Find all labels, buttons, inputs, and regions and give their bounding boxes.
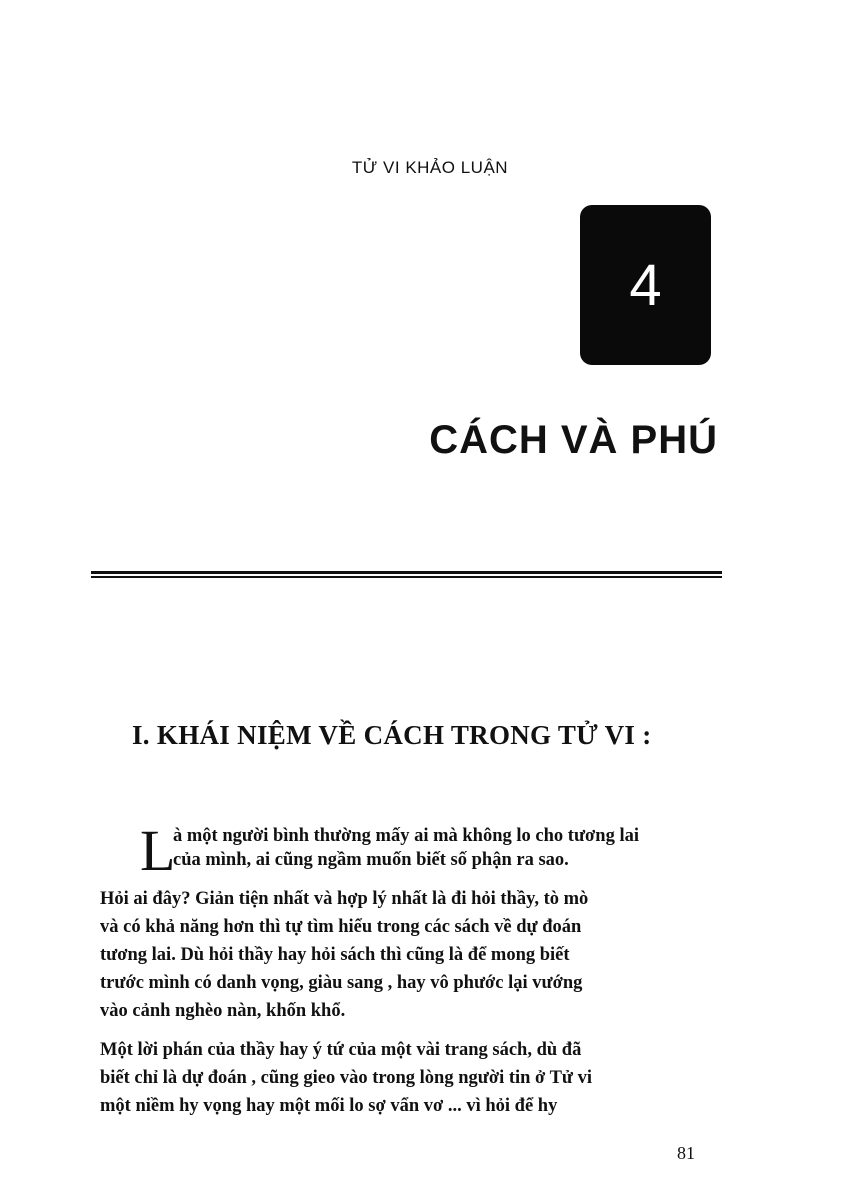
body-line: của mình, ai cũng ngầm muốn biết số phận ra sao. <box>173 850 569 870</box>
divider-rule-thick <box>91 571 722 574</box>
chapter-number: 4 <box>629 252 662 318</box>
section-heading: I. KHÁI NIỆM VỀ CÁCH TRONG TỬ VI : <box>132 720 652 750</box>
drop-cap: L <box>140 818 176 883</box>
body-line: biết chỉ là dự đoán , cũng gieo vào trong lòng người tin ở Tử vi <box>100 1068 593 1088</box>
body-line: Một lời phán của thầy hay ý tứ của một vài trang sách, dù đã <box>100 1040 582 1060</box>
running-head: TỬ VI KHẢO LUẬN <box>351 158 509 177</box>
chapter-number-box <box>580 205 711 365</box>
body-line: một niềm hy vọng hay một mối lo sợ vẩn vơ ... vì hỏi để hy <box>100 1096 558 1116</box>
body-line: tương lai. Dù hỏi thầy hay hỏi sách thì cũng là để mong biết <box>100 945 570 965</box>
page-number: 81 <box>677 1143 695 1163</box>
body-line: Hỏi ai đây? Giản tiện nhất và hợp lý nhất là đi hỏi thầy, tò mò <box>100 889 589 909</box>
body-line: và có khả năng hơn thì tự tìm hiểu trong các sách về dự đoán <box>100 917 582 937</box>
divider-rule-thin <box>91 576 722 578</box>
chapter-title: CÁCH VÀ PHÚ <box>429 418 718 462</box>
body-line: vào cảnh nghèo nàn, khốn khổ. <box>100 1001 346 1021</box>
body-line: trước mình có danh vọng, giàu sang , hay vô phước lại vướng <box>100 973 583 993</box>
body-line: à một người bình thường mấy ai mà không lo cho tương lai <box>173 826 639 846</box>
